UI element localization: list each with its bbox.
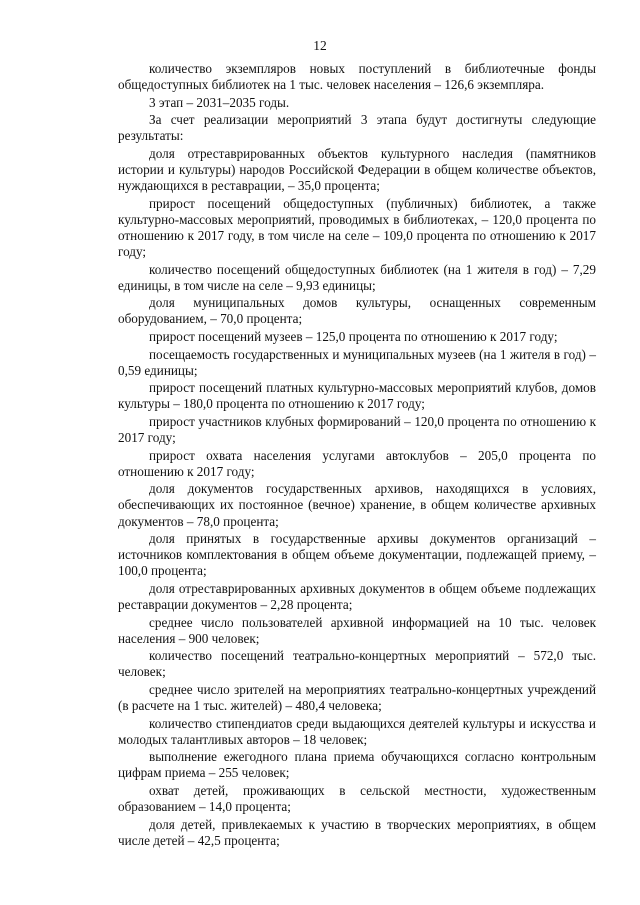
result-item: доля отреставрированных объектов культурного наследия (памятников истории и культуры) народов Российской Федерации в общем количестве объектов, нуждающихся в реставрации, – 35,0 процента; [118,145,596,194]
result-item: количество стипендиатов среди выдающихся деятелей культуры и искусства и молодых талантливых авторов – 18 человек; [118,715,596,747]
result-item: доля муниципальных домов культуры, оснащенных современным оборудованием, – 70,0 процента; [118,295,596,327]
result-item: прирост охвата населения услугами автоклубов – 205,0 процента по отношению к 2017 году; [118,447,596,479]
result-item: прирост посещений музеев – 125,0 процента по отношению к 2017 году; [149,329,558,344]
result-item: доля отреставрированных архивных документов в общем объеме подлежащих реставрации документов – 2,28 процента; [118,580,596,612]
result-item: выполнение ежегодного плана приема обучающихся согласно контрольным цифрам приема – 255 человек; [118,749,596,781]
result-item: среднее число пользователей архивной информацией на 10 тыс. человек населения – 900 человек; [118,614,596,646]
result-item: количество посещений театрально-концертных мероприятий – 572,0 тыс. человек; [118,648,596,680]
result-item: прирост посещений платных культурно-массовых мероприятий клубов, домов культуры – 180,0 процента по отношению к 2017 году; [118,380,596,412]
paragraph: За счет реализации мероприятий 3 этапа будут достигнуты следующие результаты: [118,112,596,144]
body-text [118,61,596,850]
result-item: количество посещений общедоступных библиотек (на 1 жителя в год) – 7,29 единицы, в том числе на селе – 9,93 единицы; [118,261,596,293]
result-item: прирост участников клубных формирований – 120,0 процента по отношению к 2017 году; [118,413,596,446]
page-number: 12 [313,38,327,53]
result-item: посещаемость государственных и муниципальных музеев (на 1 жителя в год) – 0,59 единицы; [118,346,596,378]
stage-heading: 3 этап – 2031–2035 годы. [149,94,290,110]
paragraph: количество экземпляров новых поступлений в библиотечные фонды общедоступных библиотек на 1 тыс. человек населения – 126,6 экземпляра. [118,61,596,93]
result-item: доля документов государственных архивов, находящихся в условиях, обеспечивающих их постоянное (вечное) хранение, в общем количестве архивных документов – 78,0 процента; [118,481,596,529]
result-item: прирост посещений общедоступных (публичных) библиотек, а также культурно-массовых мероприятий, проводимых в библиотеках, – 120,0 процента по отношению к 2017 году, в том числе на селе – 109,0 процента по отношению к 2017 году; [118,195,596,260]
result-item: доля детей, привлекаемых к участию в творческих мероприятиях, в общем числе детей – 42,5 процента; [118,816,596,848]
result-item: доля принятых в государственные архивы документов организаций – источников комплектования в общем объеме документации, подлежащей приему, – 100,0 процента; [118,531,596,579]
result-item: среднее число зрителей на мероприятиях театрально-концертных учреждений (в расчете на 1 тыс. жителей) – 480,4 человека; [118,681,596,714]
result-item: охват детей, проживающих в сельской местности, художественным образованием – 14,0 процента; [118,783,596,815]
